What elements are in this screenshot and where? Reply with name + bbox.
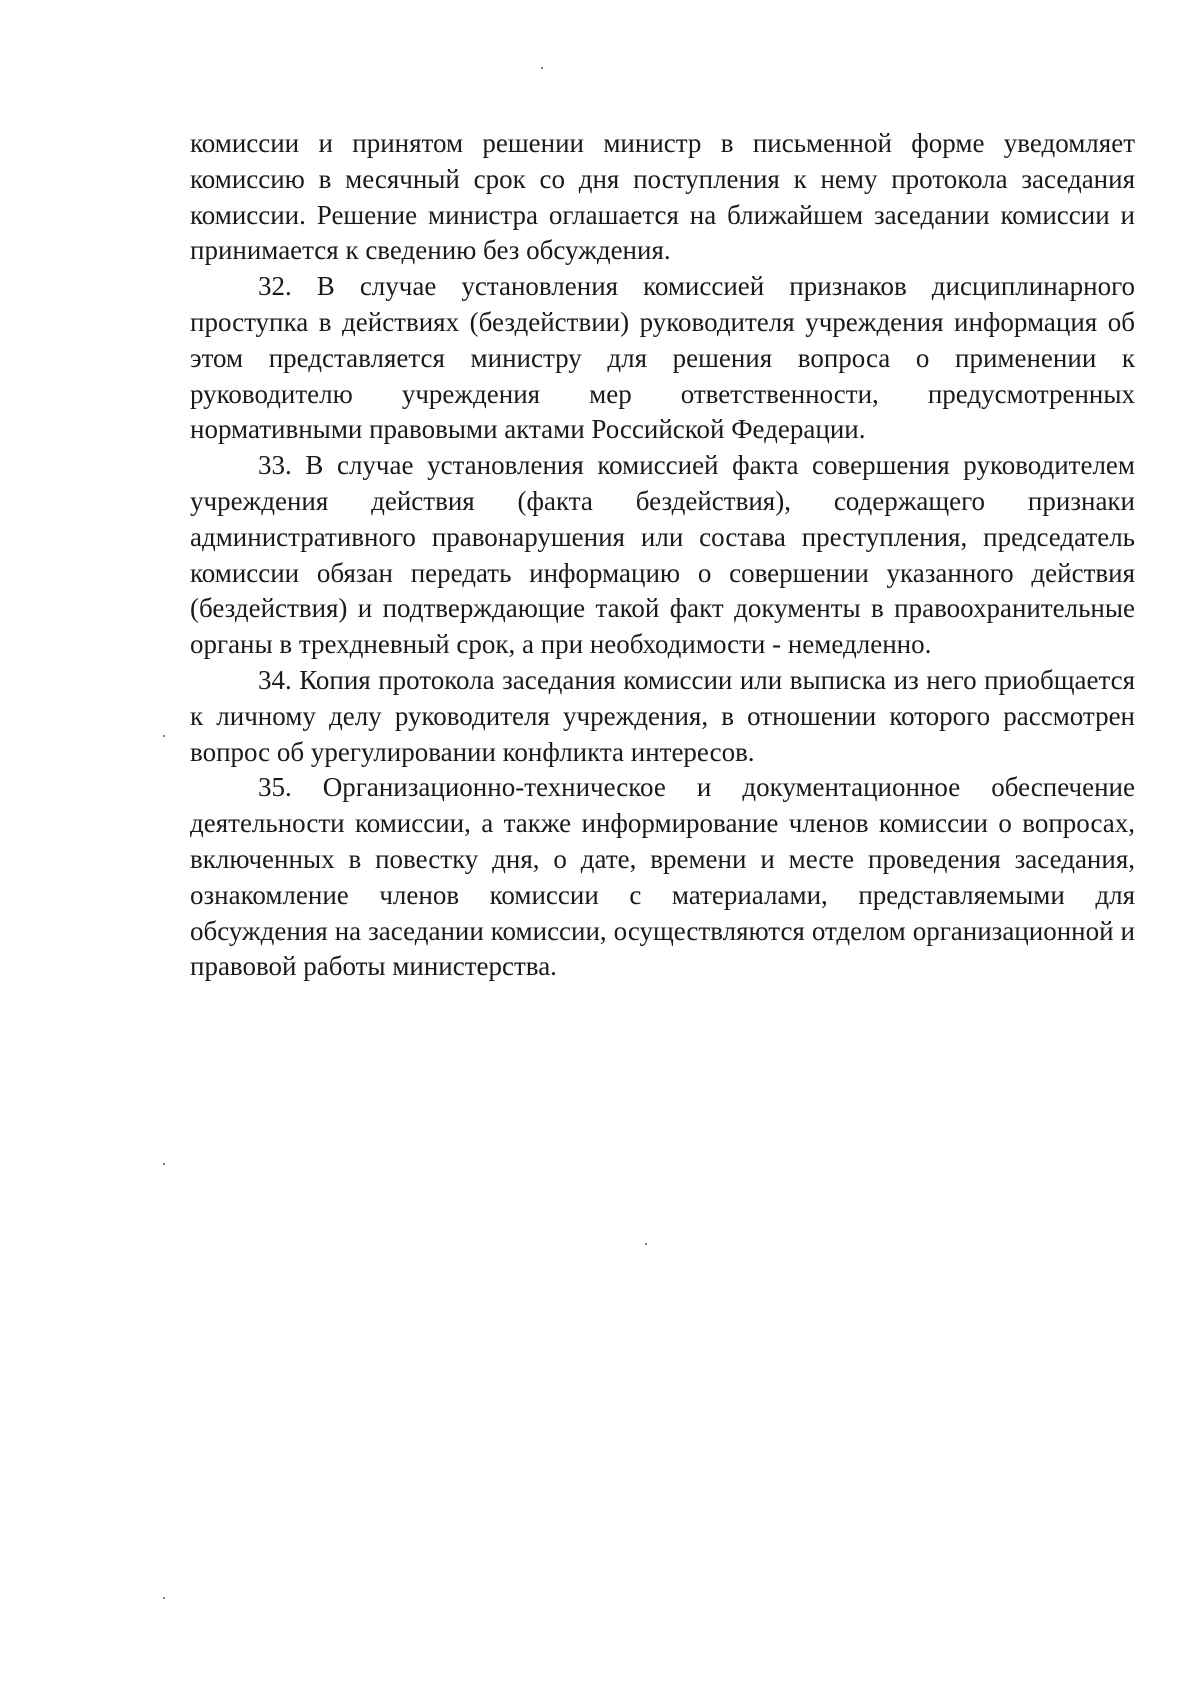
scan-speck bbox=[645, 1243, 647, 1245]
document-body bbox=[190, 126, 1135, 985]
paragraph-item-35: 35. Организационно-техническое и документационное обеспечение деятельности комиссии, а также информирование членов комиссии о вопросах, включенных в повестку дня, о дате, времени и месте проведения заседания, ознакомление членов комиссии с материалами, представляемыми для обсуждения на заседании комиссии, осуществляются отделом организационной и правовой работы министерства. bbox=[190, 772, 1135, 982]
scan-speck bbox=[541, 67, 543, 69]
scan-speck bbox=[163, 1163, 165, 1165]
paragraph-item-32: 32. В случае установления комиссией признаков дисциплинарного проступка в действиях (бездействии) руководителя учреждения информация об этом представляется министру для решения вопроса о применении к руководителю учреждения мер ответственности, предусмотренных нормативными правовыми актами Российской Федерации. bbox=[190, 271, 1135, 445]
scan-speck bbox=[163, 1597, 165, 1599]
paragraph-item-34: 34. Копия протокола заседания комиссии или выписка из него приобщается к личному делу руководителя учреждения, в отношении которого рассмотрен вопрос об урегулировании конфликта интересов. bbox=[190, 664, 1135, 767]
paragraph-item-33: 33. В случае установления комиссией факта совершения руководителем учреждения действия (факта бездействия), содержащего признаки административного правонарушения или состава преступления, председатель комиссии обязан передать информацию о совершении указанного действия (бездействия) и подтверждающие такой факт документы в правоохранительные органы в трехдневный срок, а при необходимости - немедленно. bbox=[190, 450, 1135, 660]
paragraph-continuation: комиссии и принятом решении министр в письменной форме уведомляет комиссию в месячный срок со дня поступления к нему протокола заседания комиссии. Решение министра оглашается на ближайшем заседании комиссии и принимается к сведению без обсуждения. bbox=[190, 128, 1135, 266]
scan-speck bbox=[163, 735, 165, 737]
